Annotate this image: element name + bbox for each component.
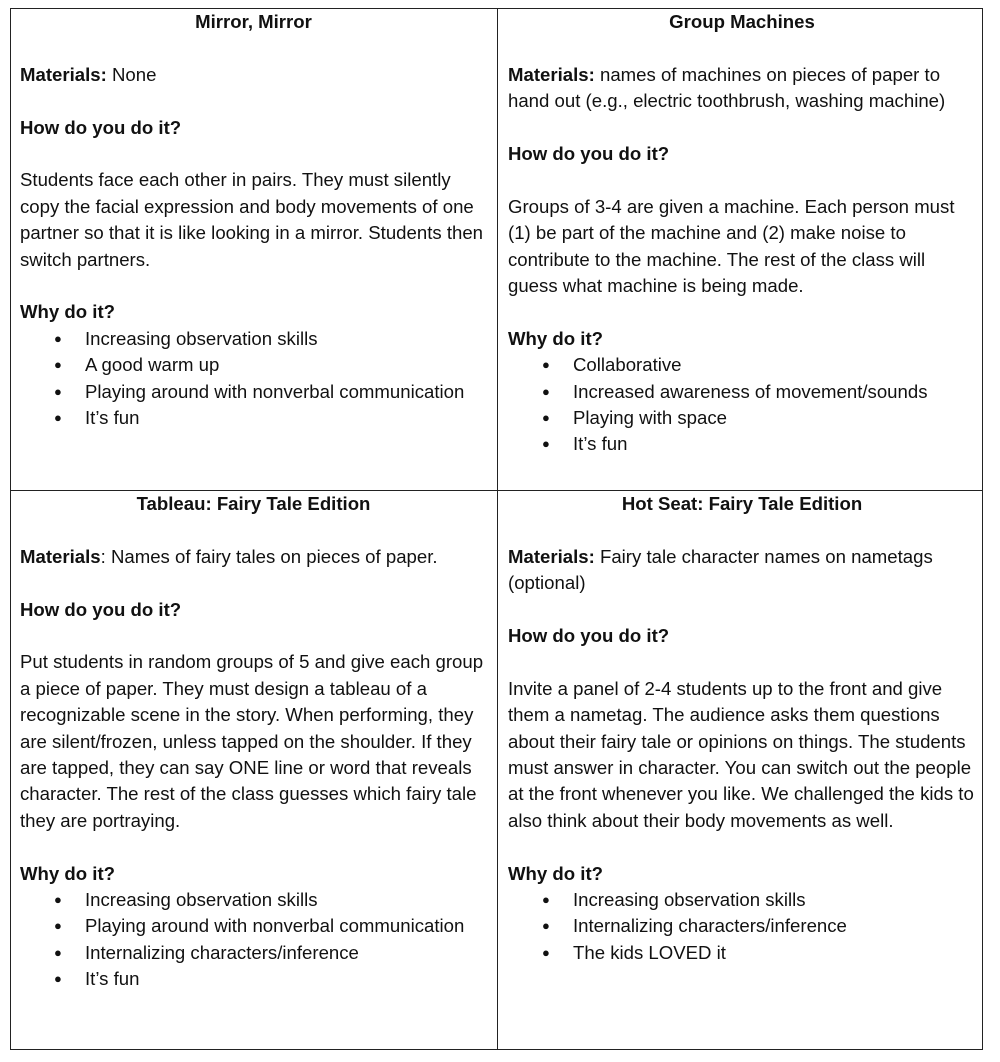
how-text: Put students in random groups of 5 and give each group a piece of paper. They must design a tableau of a recognizable scene in the story. When performing, they are silent/frozen, unless tapped on the shoulder. If they are tapped, they can say ONE line or word that reveals character. The rest of the class guesses which fairy tale they are portraying. xyxy=(20,651,484,831)
list-item: ● Increasing observation skills xyxy=(20,887,487,913)
list-item: ● A good warm up xyxy=(20,352,487,378)
how-heading: How do you do it? xyxy=(20,598,182,620)
how-heading: How do you do it? xyxy=(20,116,182,138)
materials-value: : Names of fairy tales on pieces of paper. xyxy=(100,545,438,567)
list-item: ● The kids LOVED it xyxy=(508,940,976,966)
why-heading: Why do it? xyxy=(20,862,116,884)
materials-value: None xyxy=(106,63,157,85)
why-list xyxy=(508,352,976,458)
materials-label: Materials: xyxy=(20,63,107,85)
materials-label: Materials: xyxy=(508,545,595,567)
how-text: Invite a panel of 2-4 students up to the front and give them a nametag. The audience asks them questions about their fairy tale or opinions on things. The students must answer in character. You can switch out the people at the front whenever you like. We challenged the kids to also think about their body movements as well. xyxy=(508,677,974,831)
why-heading: Why do it? xyxy=(20,301,116,323)
list-item: ● It’s fun xyxy=(508,431,976,457)
list-item: ● Internalizing characters/inference xyxy=(508,913,976,939)
materials-line xyxy=(508,544,976,597)
list-item: ● Playing around with nonverbal communication xyxy=(20,913,487,939)
list-item: ● Increased awareness of movement/sounds xyxy=(508,379,976,405)
cell-mirror-mirror xyxy=(11,9,498,491)
materials-line xyxy=(20,62,487,88)
why-list xyxy=(508,887,976,966)
list-item: ● It’s fun xyxy=(20,966,487,992)
how-text: Students face each other in pairs. They must silently copy the facial expression and body movements of one partner so that it is like looking in a mirror. Students then switch partners. xyxy=(20,169,484,270)
materials-line xyxy=(508,62,976,115)
list-item: ● Playing around with nonverbal communication xyxy=(20,379,487,405)
how-heading: How do you do it? xyxy=(508,624,670,646)
cell-tableau xyxy=(11,491,498,1049)
list-item: ● Collaborative xyxy=(508,352,976,378)
list-item: ● Increasing observation skills xyxy=(508,887,976,913)
cell-title: Group Machines xyxy=(669,11,815,32)
cell-title: Mirror, Mirror xyxy=(195,11,312,32)
why-heading: Why do it? xyxy=(508,327,604,349)
materials-line xyxy=(20,544,487,570)
cell-hot-seat xyxy=(498,491,982,1049)
cell-title: Tableau: Fairy Tale Edition xyxy=(136,493,371,514)
list-item: ● Internalizing characters/inference xyxy=(20,940,487,966)
why-heading: Why do it? xyxy=(508,862,604,884)
materials-label: Materials: xyxy=(508,63,595,85)
cell-group-machines xyxy=(498,9,982,491)
activities-table xyxy=(10,8,983,1050)
materials-value: Fairy tale character names on nametags (optional) xyxy=(508,545,933,594)
list-item: ● Increasing observation skills xyxy=(20,326,487,352)
how-heading: How do you do it? xyxy=(508,142,670,164)
list-item: ● It’s fun xyxy=(20,405,487,431)
why-list xyxy=(20,887,487,993)
list-item: ● Playing with space xyxy=(508,405,976,431)
cell-title: Hot Seat: Fairy Tale Edition xyxy=(621,493,863,514)
why-list xyxy=(20,326,487,432)
materials-label: Materials xyxy=(20,545,101,567)
how-text: Groups of 3-4 are given a machine. Each person must (1) be part of the machine and (2) make noise to contribute to the machine. The rest of the class will guess what machine is being made. xyxy=(508,195,955,296)
materials-value: names of machines on pieces of paper to hand out (e.g., electric toothbrush, washing machine) xyxy=(508,63,946,112)
